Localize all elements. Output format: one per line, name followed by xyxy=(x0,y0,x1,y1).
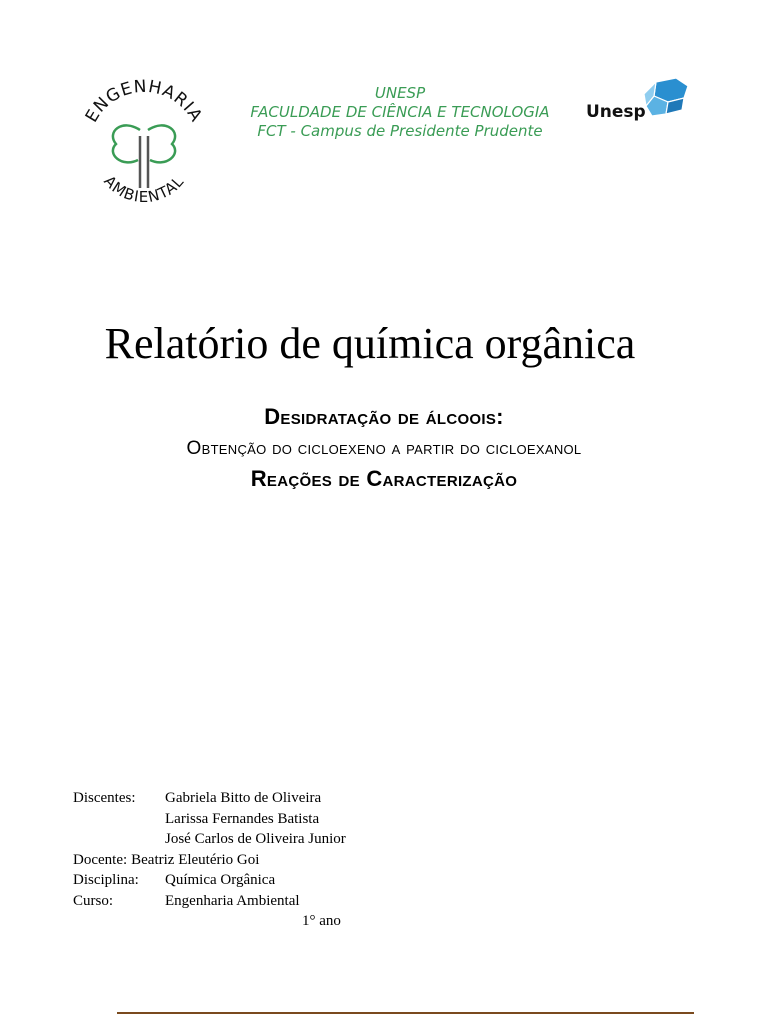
discentes-row xyxy=(73,829,493,850)
ano-value: 1° ano xyxy=(302,913,341,929)
discente-name: José Carlos de Oliveira Junior xyxy=(165,831,346,847)
unesp-logo-text: Unesp xyxy=(586,102,646,122)
ano-row xyxy=(73,911,493,932)
institution-campus: FCT - Campus de Presidente Prudente xyxy=(257,122,543,140)
svg-text:AMBIENTAL xyxy=(100,172,187,206)
docente-name: Beatriz Eleutério Goi xyxy=(131,851,260,868)
disciplina-row xyxy=(73,870,493,891)
tree-icon xyxy=(113,125,175,188)
disciplina-value: Química Orgânica xyxy=(165,872,276,888)
subtitle-3: Reações de Caracterização xyxy=(250,466,518,491)
logo-text-top: ENGENHARIA xyxy=(81,76,207,126)
disciplina-label: Disciplina: xyxy=(73,872,139,888)
subtitle-1: Desidratação de álcoois: xyxy=(264,404,504,429)
discentes-row xyxy=(73,809,493,830)
document-title: Relatório de química orgânica xyxy=(104,319,636,368)
footer-divider xyxy=(117,1012,694,1014)
institution-faculty: FACULDADE DE CIÊNCIA E TECNOLOGIA xyxy=(250,103,550,121)
institution-name: UNESP xyxy=(374,84,426,102)
curso-value: Engenharia Ambiental xyxy=(165,892,300,909)
subtitle-2: Obtenção do cicloexeno a partir do cicloexanol xyxy=(186,438,582,459)
discentes-label: Discentes: xyxy=(73,790,136,806)
discente-name: Larissa Fernandes Batista xyxy=(165,810,320,827)
curso-row xyxy=(73,891,493,912)
logo-text-bottom: AMBIENTAL xyxy=(100,172,188,207)
discente-name: Gabriela Bitto de Oliveira xyxy=(165,790,322,806)
discentes-row xyxy=(73,788,493,809)
docente-label: Docente: xyxy=(73,851,128,868)
credits-block xyxy=(73,788,493,932)
curso-label: Curso: xyxy=(73,892,114,909)
docente-row xyxy=(73,850,493,871)
